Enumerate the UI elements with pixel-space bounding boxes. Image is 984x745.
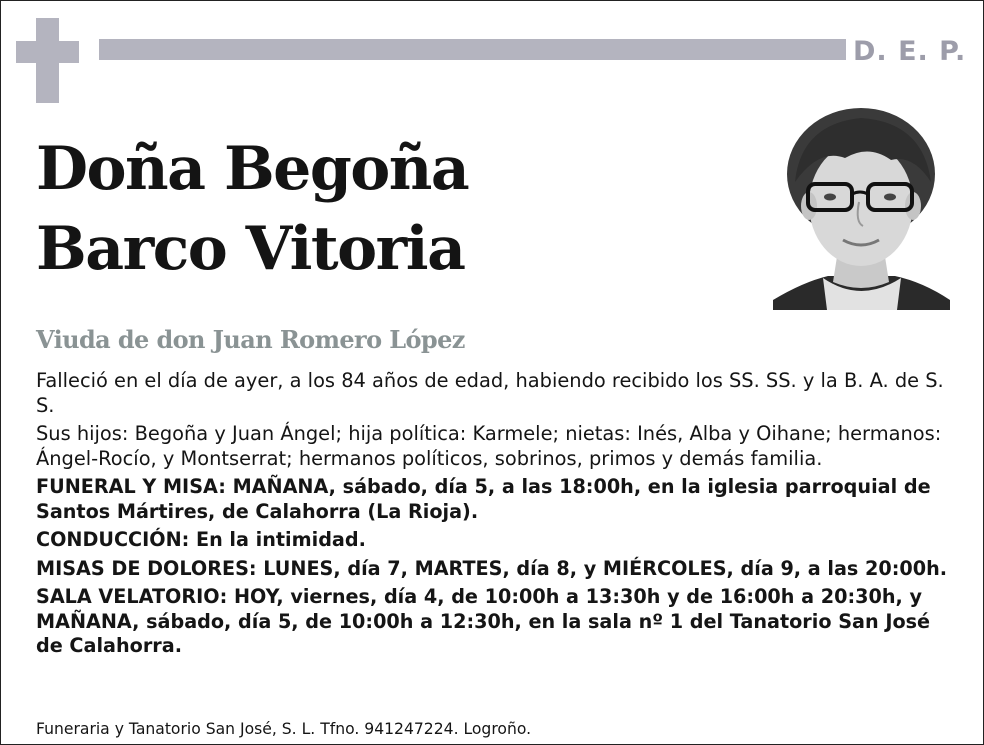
masses-paragraph: MISAS DE DOLORES: LUNES, día 7, MARTES, día 8, y MIÉRCOLES, día 9, a las 20:00h. bbox=[36, 556, 948, 580]
death-paragraph: Falleció en el día de ayer, a los 84 años de edad, habiendo recibido los SS. SS. y la B. A. de S. S. bbox=[36, 369, 944, 417]
portrait-photo bbox=[773, 104, 950, 310]
wake-room-paragraph: SALA VELATORIO: HOY, viernes, día 4, de 10:00h a 13:30h y de 16:00h a 20:30h, y MAÑANA, sábado, día 5, de 10:00h a 12:30h, en la sala nº 1 del Tanatorio San José de Calahorra. bbox=[36, 585, 931, 657]
widow-subtitle: Viuda de don Juan Romero López bbox=[36, 325, 465, 354]
dep-label: D. E. P. bbox=[853, 36, 967, 67]
header-bar bbox=[99, 39, 846, 60]
deceased-name bbox=[36, 129, 468, 289]
name-line-1: Doña Begoña bbox=[36, 134, 469, 204]
cross-icon bbox=[16, 18, 79, 103]
family-paragraph: Sus hijos: Begoña y Juan Ángel; hija política: Karmele; nietas: Inés, Alba y Oihane; hermanos: Ángel-Rocío, y Montserrat; hermanos políticos, sobrinos, primos y demás familia. bbox=[36, 422, 942, 470]
notice-body bbox=[36, 369, 951, 663]
name-line-2: Barco Vitoria bbox=[36, 214, 465, 284]
funeral-paragraph: FUNERAL Y MISA: MAÑANA, sábado, día 5, a las 18:00h, en la iglesia parroquial de Santos Mártires, de Calahorra (La Rioja). bbox=[36, 475, 931, 523]
conduction-paragraph: CONDUCCIÓN: En la intimidad. bbox=[36, 528, 366, 551]
funeral-home-footer: Funeraria y Tanatorio San José, S. L. Tfno. 941247224. Logroño. bbox=[36, 720, 532, 738]
